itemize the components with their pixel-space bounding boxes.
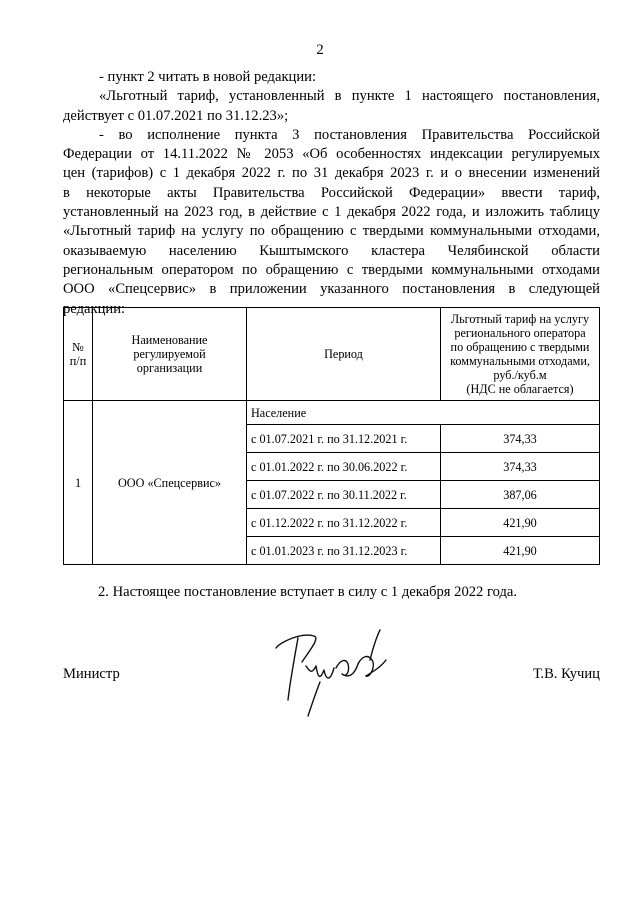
table-header-row	[64, 308, 600, 401]
tariff-cell: 421,90	[441, 537, 600, 565]
intro-line: - пункт 2 читать в новой редакции:	[99, 69, 317, 85]
tariff-cell: 421,90	[441, 509, 600, 537]
quote-line: действует с 01.07.2021 по 31.12.23»;	[63, 107, 289, 124]
tariff-cell: 374,33	[441, 425, 600, 453]
paragraph-line: установленный на 2023 год, в действие с 1 декабря 2022 года, и изложить таблицу	[63, 204, 600, 221]
table-row	[64, 401, 600, 425]
row-number: 1	[64, 401, 93, 565]
signatory-name: Т.В. Кучиц	[532, 666, 600, 682]
page-number: 2	[316, 42, 324, 58]
header-tariff: Льготный тариф на услугу регионального оператора по обращению с твердыми коммунальными отходами, руб./куб.м (НДС не облагается)	[441, 308, 600, 401]
paragraph-line: редакции:	[63, 300, 126, 317]
tariff-table	[63, 307, 600, 565]
header-num: № п/п	[64, 308, 93, 401]
handwritten-signature	[262, 620, 392, 720]
tariff-cell: 387,06	[441, 481, 600, 509]
period-cell: с 01.01.2023 г. по 31.12.2023 г.	[247, 537, 441, 565]
paragraph-line: в некоторые акты Правительства Российской Федерации» ввести тариф,	[63, 184, 600, 201]
organization-name: ООО «Спецсервис»	[93, 401, 247, 565]
amendment-text	[63, 68, 600, 319]
quote-line: «Льготный тариф, установленный в пункте 1 настоящего постановления,	[99, 88, 600, 105]
header-org: Наименование регулируемой организации	[93, 308, 247, 401]
period-cell: с 01.07.2022 г. по 30.11.2022 г.	[247, 481, 441, 509]
paragraph-line: ООО «Спецсервис» в приложении указанного постановления в следующей	[63, 281, 600, 298]
paragraph-line: цен (тарифов) с 1 декабря 2022 г. по 31 декабря 2023 г. и о внесении изменений	[63, 165, 600, 182]
signatory-title: Министр	[63, 666, 120, 682]
header-period: Период	[247, 308, 441, 401]
period-cell: с 01.12.2022 г. по 31.12.2022 г.	[247, 509, 441, 537]
paragraph-line: Федерации от 14.11.2022 № 2053 «Об особенностях индексации регулируемых	[63, 146, 600, 163]
period-cell: с 01.01.2022 г. по 30.06.2022 г.	[247, 453, 441, 481]
tariff-cell: 374,33	[441, 453, 600, 481]
paragraph-line: оказываемую населению Кыштымского кластера Челябинской области	[63, 242, 600, 259]
paragraph-line: «Льготный тариф на услугу по обращению с твердыми коммунальными отходами,	[63, 223, 600, 240]
paragraph-line: региональным оператором по обращению с твердыми коммунальными отходами	[63, 261, 600, 278]
period-cell: с 01.07.2021 г. по 31.12.2021 г.	[247, 425, 441, 453]
paragraph-line: - во исполнение пункта 3 постановления Правительства Российской	[99, 126, 600, 143]
group-label: Население	[247, 401, 600, 425]
final-clause: 2. Настоящее постановление вступает в силу с 1 декабря 2022 года.	[98, 584, 518, 600]
